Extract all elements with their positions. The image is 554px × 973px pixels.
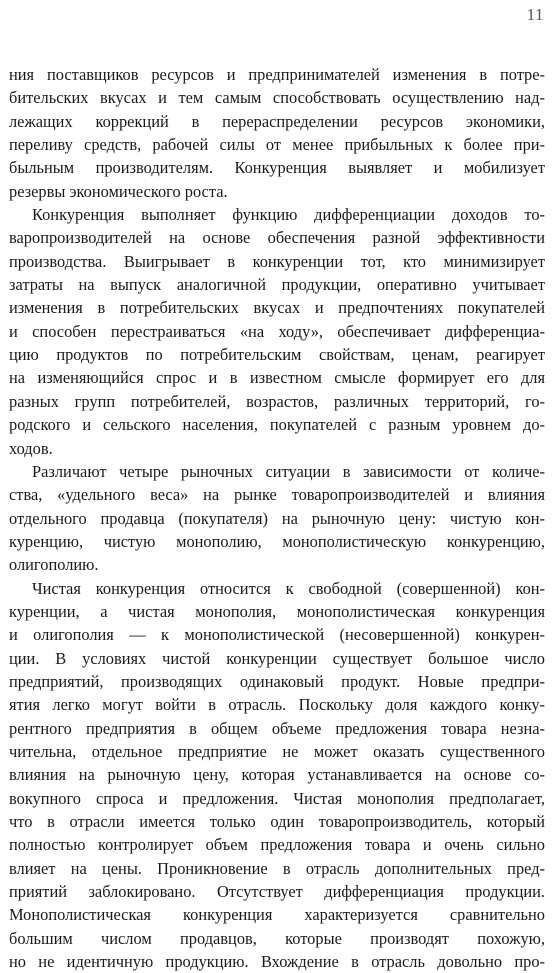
text-line: куренции, а чистая монополия, монополистическая конкуренция	[9, 601, 545, 621]
text-line: и олигополия — к монополистической (несовершенной) конкурен-	[9, 625, 545, 645]
text-line: переливу средств, рабочей силы от менее прибыльных к более при-	[9, 135, 545, 155]
text-line: отдельного продавца (покупателя) на рыночную цену: чистую кон-	[9, 508, 545, 528]
text-line: большим числом продавцов, которые производят похожую,	[9, 928, 545, 948]
text-line: влияет на цены. Проникновение в отрасль дополнительных пред-	[9, 858, 545, 878]
paragraph-first-line: Конкуренция выполняет функцию дифференциации доходов то-	[32, 205, 545, 225]
text-line: бительских вкусах и тем самым способствовать осуществлению над-	[9, 88, 545, 108]
text-line: лежащих коррекций в перераспределении ресурсов экономики,	[9, 111, 545, 131]
text-line: затраты на выпуск аналогичной продукции, оперативно учитывает	[9, 275, 545, 295]
paragraph-first-line: Чистая конкуренция относится к свободной (совершенной) кон-	[32, 578, 545, 598]
text-line: быльным производителям. Конкуренция выявляет и мобилизует	[9, 158, 545, 178]
text-line: предприятий, производящих одинаковый продукт. Новые предпри-	[9, 671, 545, 691]
text-line: полностью контролирует объем предложения товара и очень сильно	[9, 835, 545, 855]
text-line: олигополию.	[9, 555, 99, 575]
text-line: влияния на рыночную цену, которая устанавливается на основе со-	[9, 765, 545, 785]
text-line: что в отрасли имеется только один товаропроизводитель, который	[9, 812, 545, 831]
text-line: ции. В условиях чистой конкуренции существует большое число	[9, 648, 545, 668]
text-line: ходов.	[9, 438, 53, 458]
paragraph-first-line: Различают четыре рыночных ситуации в зависимости от количе-	[32, 461, 545, 481]
text-line: чительна, отдельное предприятие не может оказать существенного	[9, 741, 545, 761]
text-line: родского и сельского населения, покупателей с разным уровнем до-	[9, 415, 545, 435]
text-line: разных групп потребителей, возрастов, различных территорий, го-	[9, 391, 545, 411]
text-line: вокупного спроса и предложения. Чистая монополия предполагает,	[9, 788, 545, 808]
text-line: но не идентичную продукцию. Вхождение в отрасль довольно про-	[9, 952, 545, 972]
text-line: куренцию, чистую монополию, монополистическую конкуренцию,	[9, 531, 545, 551]
text-line: варопроизводителей на основе обеспечения разной эффективности	[9, 228, 545, 248]
text-line: ятия легко могут войти в отрасль. Поскольку доля каждого конку-	[9, 695, 545, 715]
text-line: производства. Выигрывает в конкуренции тот, кто минимизирует	[9, 251, 545, 271]
text-line: резервы экономического роста.	[9, 181, 228, 201]
text-line: изменения в потребительских вкусах и предпочтениях покупателей	[9, 298, 545, 318]
text-line: и способен перестраиваться «на ходу», обеспечивает дифференциа-	[9, 321, 545, 341]
text-line: на изменяющийся спрос и в известном смысле формирует его для	[9, 368, 545, 388]
text-line: ния поставщиков ресурсов и предпринимателей изменения в потре-	[9, 65, 545, 84]
text-line: цию продуктов по потребительским свойствам, ценам, реагирует	[9, 345, 545, 365]
text-line: рентного предприятия в общем объеме предложения товара незна-	[9, 718, 545, 738]
text-line: приятий заблокировано. Отсутствует дифференциация продукции.	[9, 882, 545, 902]
body-text	[9, 63, 545, 973]
page-number: 11	[526, 5, 544, 24]
text-line: ства, «удельного веса» на рынке товаропроизводителей и влияния	[9, 485, 545, 505]
text-line: Монополистическая конкуренция характеризуется сравнительно	[9, 905, 545, 925]
